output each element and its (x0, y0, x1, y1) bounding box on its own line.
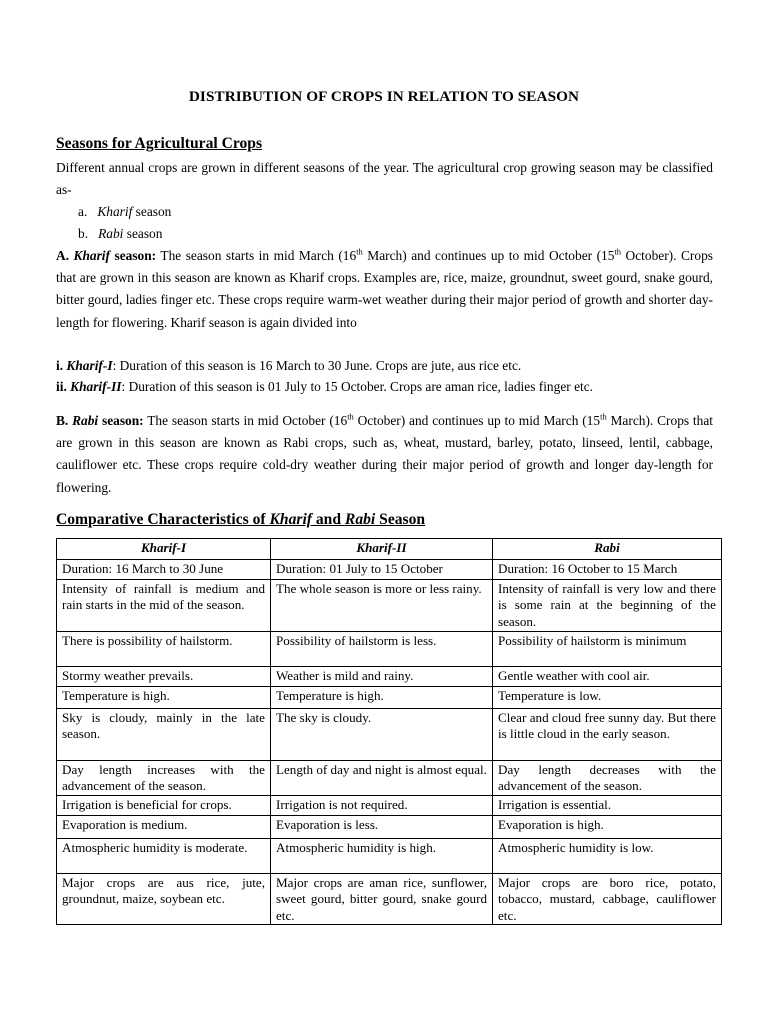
table-cell: Gentle weather with cool air. (493, 667, 722, 687)
table-cell: Temperature is low. (493, 687, 722, 709)
table-cell: Stormy weather prevails. (57, 667, 271, 687)
table-cell: Clear and cloud free sunny day. But there is little cloud in the early season. (493, 709, 722, 761)
table-cell: Day length increases with the advancement of the season. (57, 761, 271, 796)
table-row (57, 560, 722, 580)
section-heading-comparative: Comparative Characteristics of Kharif and Rabi Season (56, 511, 426, 528)
column-header: Kharif-I (57, 539, 271, 560)
kharif-paragraph: A. Kharif season: The season starts in mid March (16th March) and continues up to mid October (15th October). Crops that are grown in this season are known as Kharif crops. Examples are, rice, maize, groundnut, sweet gourd, snake gourd, bitter gourd, ladies finger etc. These crops require warm-wet weather during their major period of growth and shorter day-length for flowering. Kharif season is again divided into (56, 246, 713, 330)
page-title: DISTRIBUTION OF CROPS IN RELATION TO SEASON (188, 88, 580, 105)
table-cell: Major crops are aman rice, sunflower, sweet gourd, bitter gourd, snake gourd etc. (271, 874, 493, 925)
table-cell: Length of day and night is almost equal. (271, 761, 493, 796)
table-cell: Sky is cloudy, mainly in the late season. (57, 709, 271, 761)
column-header: Kharif-II (271, 539, 493, 560)
table-cell: Duration: 16 March to 30 June (57, 560, 271, 580)
table-row (57, 761, 722, 796)
table-cell: Possibility of hailstorm is less. (271, 632, 493, 667)
comparison-table (56, 538, 722, 925)
table-row (57, 839, 722, 874)
intro-paragraph: Different annual crops are grown in different seasons of the year. The agricultural crop growing season may be classified as- (56, 160, 713, 198)
section-heading-seasons: Seasons for Agricultural Crops (56, 135, 263, 152)
table-cell: Atmospheric humidity is high. (271, 839, 493, 874)
table-cell: Duration: 16 October to 15 March (493, 560, 722, 580)
list-item-rabi: b. Rabi season (78, 226, 163, 241)
table-cell: Irrigation is not required. (271, 796, 493, 816)
table-row (57, 580, 722, 632)
table-row (57, 687, 722, 709)
kharif-label: A. Kharif season: (56, 248, 157, 263)
rabi-label: B. Rabi season: (56, 413, 144, 428)
table-row (57, 667, 722, 687)
table-cell: Temperature is high. (57, 687, 271, 709)
table-cell: Possibility of hailstorm is minimum (493, 632, 722, 667)
table-header-row (57, 539, 722, 560)
table-cell: Major crops are boro rice, potato, tobacco, mustard, cabbage, cauliflower etc. (493, 874, 722, 925)
kharif-2-line: ii. Kharif-II: Duration of this season is 01 July to 15 October. Crops are aman rice, ladies finger etc. (56, 379, 594, 394)
table-cell: Evaporation is high. (493, 816, 722, 839)
table-row (57, 632, 722, 667)
table-row (57, 709, 722, 761)
table-cell: Temperature is high. (271, 687, 493, 709)
table-cell: Evaporation is medium. (57, 816, 271, 839)
table-cell: Major crops are aus rice, jute, groundnut, maize, soybean etc. (57, 874, 271, 925)
table-cell: The whole season is more or less rainy. (271, 580, 493, 632)
column-header: Rabi (493, 539, 722, 560)
table-row (57, 816, 722, 839)
rabi-paragraph: B. Rabi season: The season starts in mid October (16th October) and continues up to mid March (15th March). Crops that are grown in this season are known as Rabi crops, such as, wheat, mustard, barley, potato, linseed, lentil, cabbage, cauliflower etc. These crops require cold-dry weather during their major period of growth and longer day-length for flowering. (56, 411, 713, 495)
table-cell: Intensity of rainfall is very low and there is some rain at the beginning of the season. (493, 580, 722, 632)
table-cell: There is possibility of hailstorm. (57, 632, 271, 667)
table-row (57, 874, 722, 925)
table-cell: Duration: 01 July to 15 October (271, 560, 493, 580)
table-row (57, 796, 722, 816)
table-cell: Atmospheric humidity is low. (493, 839, 722, 874)
table-cell: The sky is cloudy. (271, 709, 493, 761)
table-cell: Irrigation is beneficial for crops. (57, 796, 271, 816)
list-term: Kharif (97, 204, 133, 219)
list-marker: a. (78, 204, 88, 219)
list-marker: b. (78, 226, 89, 241)
kharif-1-line: i. Kharif-I: Duration of this season is 16 March to 30 June. Crops are jute, aus rice etc. (56, 358, 522, 373)
table-cell: Weather is mild and rainy. (271, 667, 493, 687)
table-cell: Day length decreases with the advancement of the season. (493, 761, 722, 796)
table-cell: Atmospheric humidity is moderate. (57, 839, 271, 874)
table-cell: Irrigation is essential. (493, 796, 722, 816)
table-cell: Evaporation is less. (271, 816, 493, 839)
list-item-kharif: a. Kharif season (78, 204, 172, 219)
list-term: Rabi (98, 226, 124, 241)
table-cell: Intensity of rainfall is medium and rain starts in the mid of the season. (57, 580, 271, 632)
